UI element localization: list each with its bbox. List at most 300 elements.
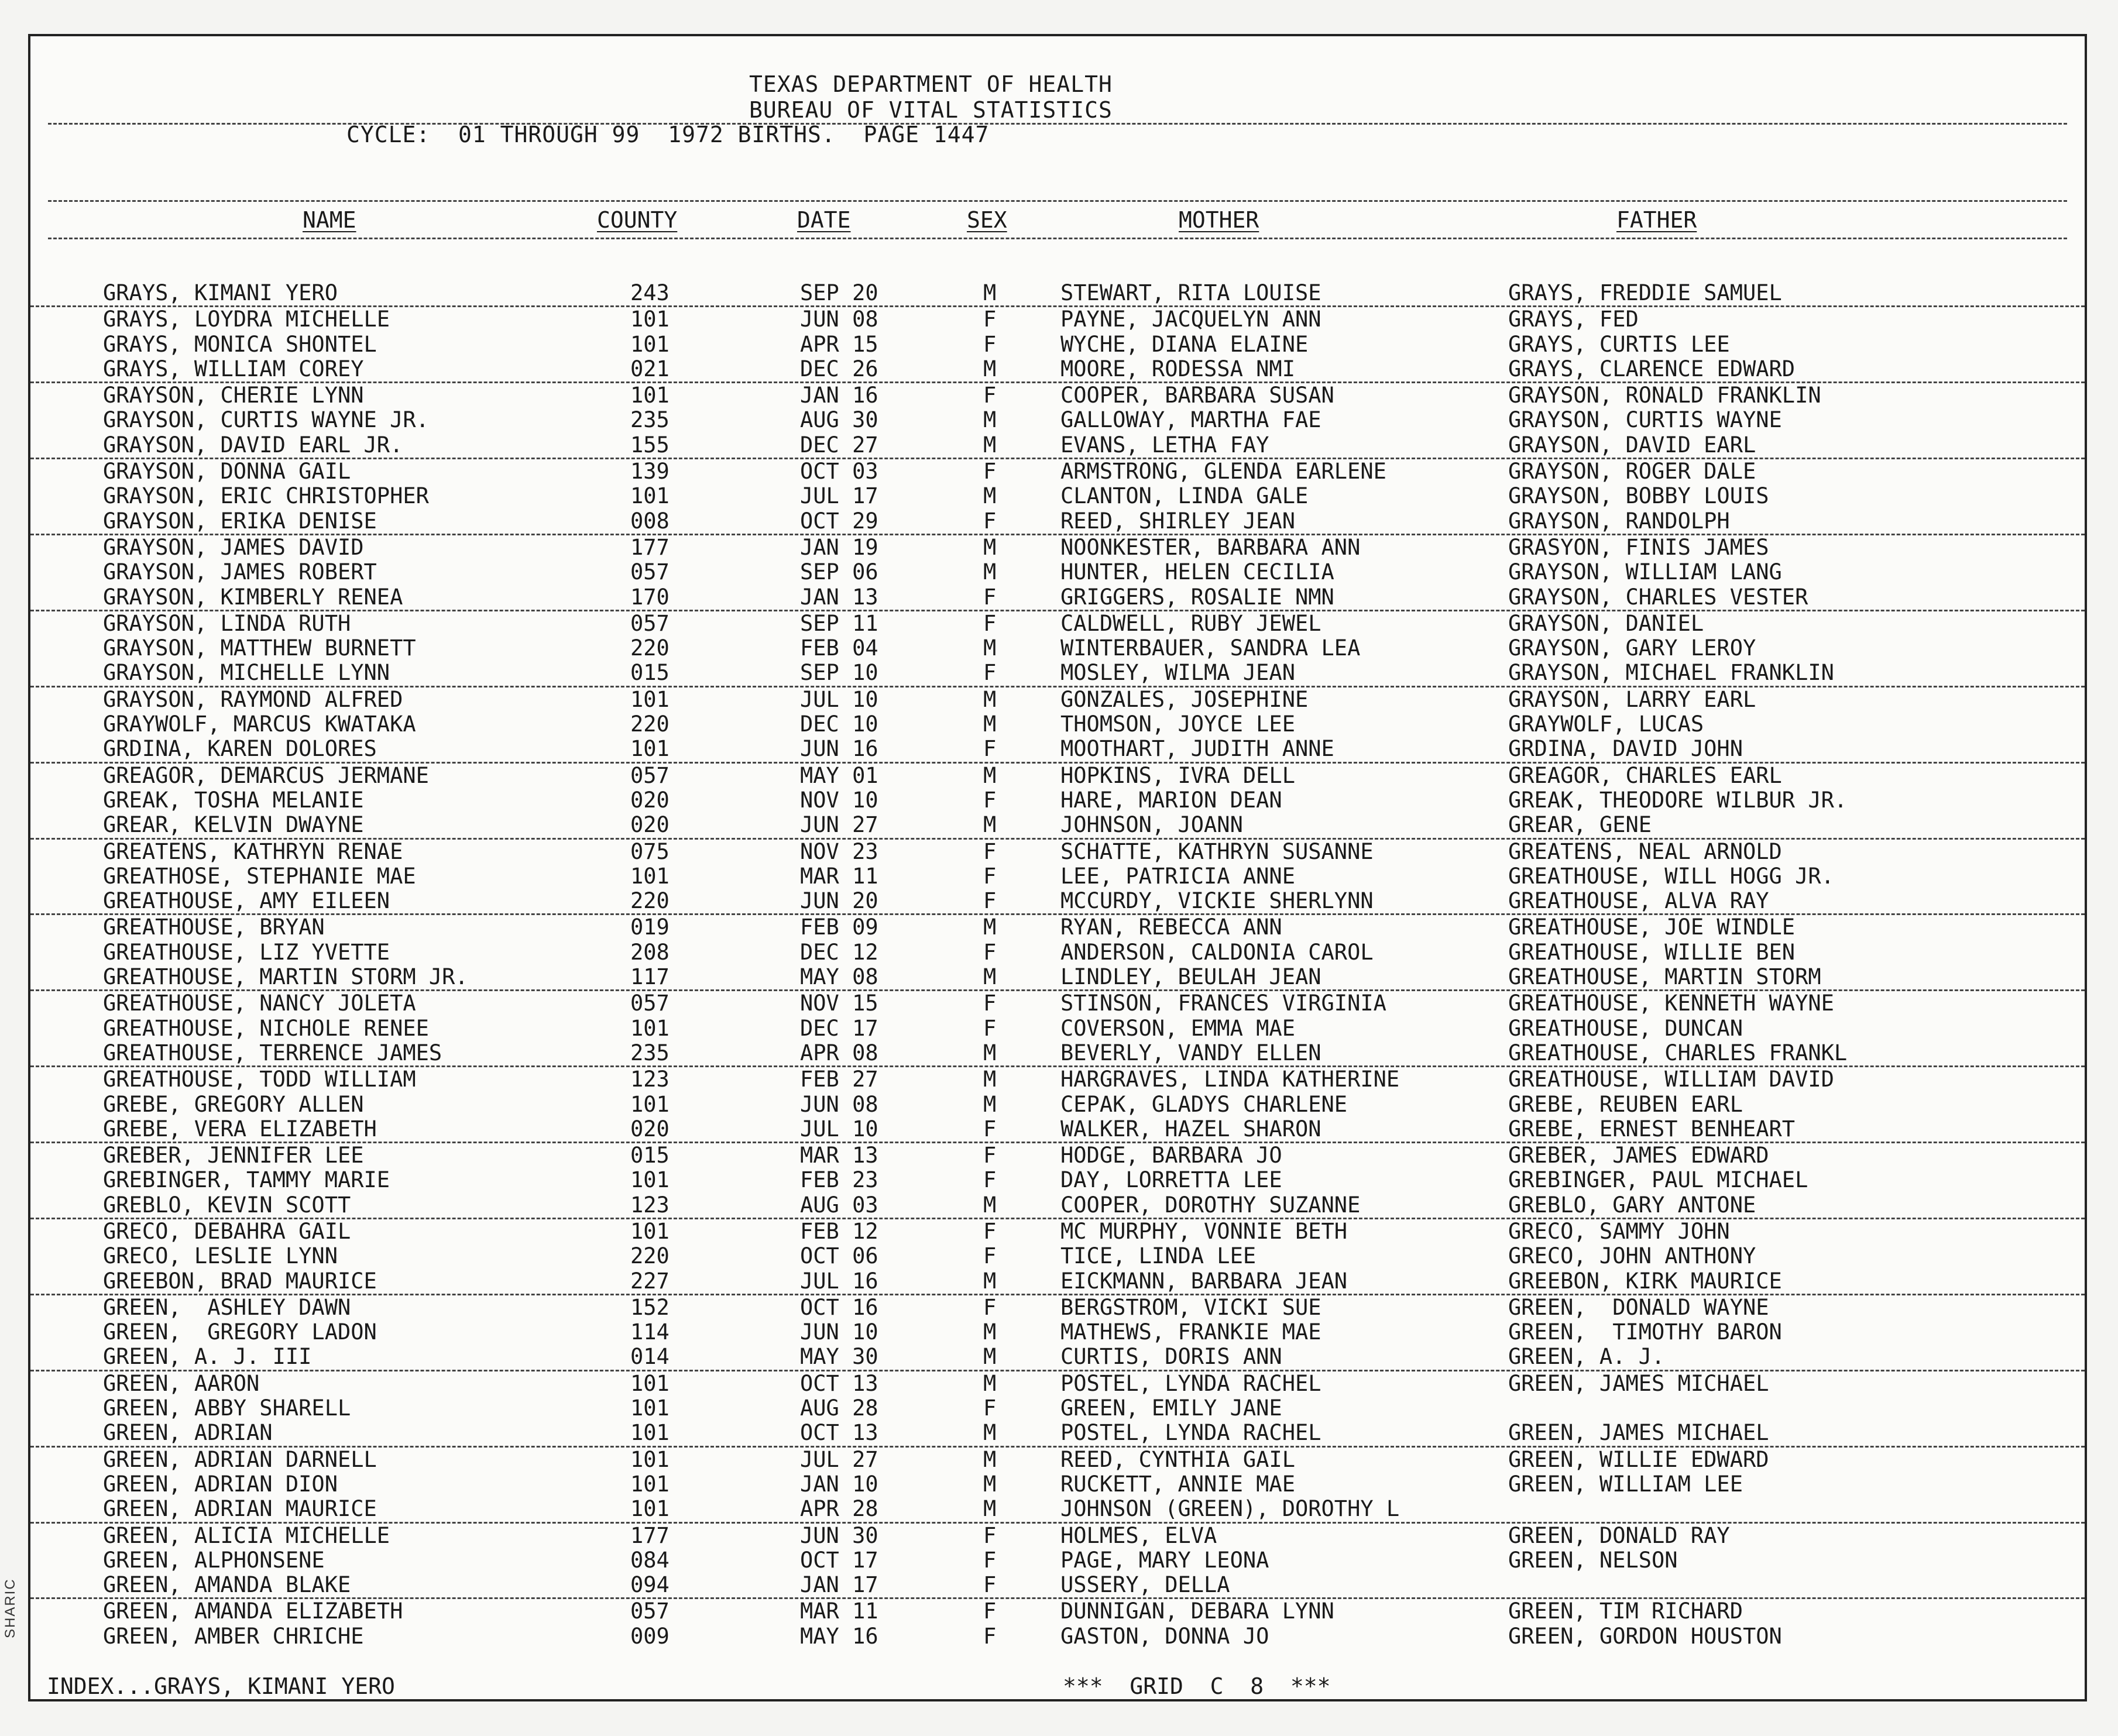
cell-county: 020 xyxy=(630,1116,670,1142)
cell-sex: M xyxy=(983,356,997,381)
table-row xyxy=(30,991,2085,1016)
cell-county: 220 xyxy=(630,1243,670,1269)
cell-father: GREATHOUSE, WILLIE BEN xyxy=(1508,939,1796,965)
cell-name: GRAYSON, KIMBERLY RENEA xyxy=(103,584,403,610)
cell-father: GRASYON, FINIS JAMES xyxy=(1508,534,1769,560)
cell-mother: TICE, LINDA LEE xyxy=(1060,1243,1257,1269)
cell-date: MAY 16 xyxy=(800,1623,878,1649)
table-row xyxy=(30,1624,2085,1649)
cell-name: GREATHOUSE, NANCY JOLETA xyxy=(103,991,416,1016)
cell-name: GRAYSON, LINDA RUTH xyxy=(103,610,351,636)
cell-date: JUN 08 xyxy=(800,307,878,332)
cell-county: 220 xyxy=(630,888,670,914)
cell-name: GREBLO, KEVIN SCOTT xyxy=(103,1192,351,1218)
cell-sex: F xyxy=(983,1167,997,1193)
table-row xyxy=(30,940,2085,965)
table-row xyxy=(30,1016,2085,1041)
cell-name: GRECO, DEBAHRA GAIL xyxy=(103,1218,351,1244)
cell-sex: M xyxy=(983,407,997,433)
cell-name: GREAR, KELVIN DWAYNE xyxy=(103,812,364,838)
cell-father: GREATHOUSE, ALVA RAY xyxy=(1508,888,1769,914)
cell-sex: M xyxy=(983,280,997,305)
cell-name: GRAYSON, JAMES DAVID xyxy=(103,534,364,560)
table-row xyxy=(30,1421,2085,1447)
cell-date: JUN 08 xyxy=(800,1091,878,1117)
cell-sex: M xyxy=(983,686,997,712)
cell-county: 057 xyxy=(630,991,670,1016)
cell-date: MAY 08 xyxy=(800,964,878,990)
cell-mother: HOLMES, ELVA xyxy=(1060,1522,1217,1548)
cell-sex: F xyxy=(983,1599,997,1624)
cell-name: GRAYS, MONICA SHONTEL xyxy=(103,331,377,357)
cell-name: GRAYSON, CHERIE LYNN xyxy=(103,383,364,408)
table-row xyxy=(30,1448,2085,1472)
table-row xyxy=(30,840,2085,864)
cell-county: 155 xyxy=(630,432,670,458)
table-row xyxy=(30,889,2085,915)
cell-father: GRAYS, FREDDIE SAMUEL xyxy=(1508,280,1782,305)
cell-sex: F xyxy=(983,991,997,1016)
cell-father: GRAYSON, RONALD FRANKLIN xyxy=(1508,383,1821,408)
cell-sex: F xyxy=(983,1294,997,1320)
cell-name: GREEN, GREGORY LADON xyxy=(103,1319,377,1345)
cell-name: GREATHOUSE, LIZ YVETTE xyxy=(103,939,390,965)
table-row xyxy=(30,459,2085,484)
cell-county: 101 xyxy=(630,1446,670,1472)
cell-date: JUL 16 xyxy=(800,1268,878,1294)
cell-mother: EVANS, LETHA FAY xyxy=(1060,432,1269,458)
cell-name: GREATHOUSE, TERRENCE JAMES xyxy=(103,1040,442,1065)
header-department: TEXAS DEPARTMENT OF HEALTH xyxy=(749,71,1113,97)
cell-sex: F xyxy=(983,331,997,357)
cell-county: 094 xyxy=(630,1572,670,1598)
table-row xyxy=(30,1244,2085,1269)
cell-date: SEP 10 xyxy=(800,660,878,686)
table-row xyxy=(30,1168,2085,1192)
cell-county: 101 xyxy=(630,1091,670,1117)
cell-county: 101 xyxy=(630,383,670,408)
cell-sex: F xyxy=(983,787,997,813)
table-row xyxy=(30,737,2085,763)
table-row xyxy=(30,1295,2085,1320)
table-row xyxy=(30,965,2085,991)
cell-sex: F xyxy=(983,610,997,636)
cell-date: SEP 20 xyxy=(800,280,878,305)
cell-date: OCT 13 xyxy=(800,1370,878,1396)
table-row xyxy=(30,1396,2085,1421)
table-row xyxy=(30,1041,2085,1067)
cell-mother: EICKMANN, BARBARA JEAN xyxy=(1060,1268,1348,1294)
cell-sex: F xyxy=(983,508,997,534)
cell-sex: M xyxy=(983,1344,997,1370)
cell-date: SEP 11 xyxy=(800,610,878,636)
cell-sex: F xyxy=(983,838,997,864)
cell-father: GREATHOUSE, CHARLES FRANKL xyxy=(1508,1040,1848,1065)
cell-name: GREEN, ALPHONSENE xyxy=(103,1547,325,1573)
cell-date: OCT 16 xyxy=(800,1294,878,1320)
cell-father: GREEN, JAMES MICHAEL xyxy=(1508,1370,1769,1396)
cell-date: AUG 30 xyxy=(800,407,878,433)
cell-mother: WYCHE, DIANA ELAINE xyxy=(1060,331,1309,357)
table-row xyxy=(30,915,2085,940)
cell-county: 057 xyxy=(630,762,670,788)
col-sex: SEX xyxy=(967,207,1007,233)
cell-date: OCT 29 xyxy=(800,508,878,534)
table-row xyxy=(30,1599,2085,1624)
col-name: NAME xyxy=(303,207,356,233)
cell-mother: SCHATTE, KATHRYN SUSANNE xyxy=(1060,838,1374,864)
cell-mother: CEPAK, GLADYS CHARLENE xyxy=(1060,1091,1348,1117)
cell-county: 021 xyxy=(630,356,670,381)
cell-name: GREATHOUSE, TODD WILLIAM xyxy=(103,1067,416,1092)
cell-county: 220 xyxy=(630,635,670,661)
cell-sex: M xyxy=(983,1192,997,1218)
cell-county: 101 xyxy=(630,1015,670,1041)
cell-sex: M xyxy=(983,1268,997,1294)
cell-name: GREBE, VERA ELIZABETH xyxy=(103,1116,377,1142)
cell-date: NOV 23 xyxy=(800,838,878,864)
cell-name: GRAYSON, MATTHEW BURNETT xyxy=(103,635,416,661)
cell-sex: M xyxy=(983,1496,997,1522)
cell-date: JAN 17 xyxy=(800,1572,878,1598)
cell-county: 208 xyxy=(630,939,670,965)
table-row xyxy=(30,1193,2085,1219)
cell-sex: M xyxy=(983,1040,997,1065)
table-row xyxy=(30,1472,2085,1497)
cell-sex: M xyxy=(983,915,997,940)
cell-sex: F xyxy=(983,736,997,762)
table-row xyxy=(30,433,2085,459)
cell-date: NOV 15 xyxy=(800,991,878,1016)
footer-grid: *** GRID C 8 *** xyxy=(1063,1673,1331,1699)
cell-name: GREEN, ADRIAN xyxy=(103,1420,273,1446)
cell-mother: MC MURPHY, VONNIE BETH xyxy=(1060,1218,1348,1244)
table-row xyxy=(30,509,2085,535)
table-row xyxy=(30,383,2085,408)
cell-mother: LEE, PATRICIA ANNE xyxy=(1060,863,1295,889)
cell-father: GREEN, WILLIE EDWARD xyxy=(1508,1446,1769,1472)
table-row xyxy=(30,611,2085,636)
table-row xyxy=(30,1345,2085,1371)
cell-county: 101 xyxy=(630,1420,670,1446)
cell-father: GREEN, A. J. xyxy=(1508,1344,1665,1370)
table-row xyxy=(30,332,2085,357)
cell-mother: ARMSTRONG, GLENDA EARLENE xyxy=(1060,459,1386,484)
table-row xyxy=(30,788,2085,813)
cell-mother: USSERY, DELLA xyxy=(1060,1572,1230,1598)
cell-name: GREEN, ASHLEY DAWN xyxy=(103,1294,351,1320)
col-county: COUNTY xyxy=(597,207,678,233)
cell-mother: MOORE, RODESSA NMI xyxy=(1060,356,1295,381)
cell-name: GREATHOUSE, NICHOLE RENEE xyxy=(103,1015,429,1041)
cell-sex: F xyxy=(983,1015,997,1041)
cell-county: 117 xyxy=(630,964,670,990)
table-row xyxy=(30,687,2085,712)
cell-date: FEB 23 xyxy=(800,1167,878,1193)
cell-sex: M xyxy=(983,1067,997,1092)
cell-name: GREEN, ALICIA MICHELLE xyxy=(103,1522,390,1548)
cell-date: JUL 10 xyxy=(800,1116,878,1142)
cell-county: 101 xyxy=(630,736,670,762)
cell-father: GREEN, NELSON xyxy=(1508,1547,1678,1573)
cell-name: GRAYSON, DAVID EARL JR. xyxy=(103,432,403,458)
cell-mother: THOMSON, JOYCE LEE xyxy=(1060,711,1295,737)
table-row xyxy=(30,764,2085,788)
cell-sex: M xyxy=(983,635,997,661)
cell-county: 114 xyxy=(630,1319,670,1345)
cell-name: GREATHOUSE, BRYAN xyxy=(103,915,325,940)
cell-county: 008 xyxy=(630,508,670,534)
cell-date: DEC 12 xyxy=(800,939,878,965)
cell-mother: POSTEL, LYNDA RACHEL xyxy=(1060,1420,1321,1446)
column-divider-bottom xyxy=(48,238,2067,239)
cell-mother: JOHNSON (GREEN), DOROTHY L xyxy=(1060,1496,1400,1522)
cell-date: FEB 09 xyxy=(800,915,878,940)
cell-date: APR 15 xyxy=(800,331,878,357)
table-row xyxy=(30,357,2085,383)
cell-sex: M xyxy=(983,534,997,560)
cell-sex: F xyxy=(983,1623,997,1649)
cell-mother: CLANTON, LINDA GALE xyxy=(1060,483,1309,509)
table-row xyxy=(30,1524,2085,1548)
side-label: SHARIC xyxy=(2,1578,18,1638)
cell-date: FEB 04 xyxy=(800,635,878,661)
cell-mother: BERGSTROM, VICKI SUE xyxy=(1060,1294,1321,1320)
table-row xyxy=(30,1067,2085,1092)
cell-father: GREAK, THEODORE WILBUR JR. xyxy=(1508,787,1848,813)
cell-sex: F xyxy=(983,1116,997,1142)
header-cycle: CYCLE: 01 THROUGH 99 1972 BIRTHS. PAGE 1447 xyxy=(346,122,990,147)
cell-county: 020 xyxy=(630,812,670,838)
cell-mother: PAYNE, JACQUELYN ANN xyxy=(1060,307,1321,332)
cell-father: GREATHOUSE, KENNETH WAYNE xyxy=(1508,991,1834,1016)
cell-name: GRAYSON, ERIKA DENISE xyxy=(103,508,377,534)
table-row xyxy=(30,661,2085,687)
cell-name: GREEN, ADRIAN DION xyxy=(103,1471,338,1497)
cell-name: GREEN, ABBY SHARELL xyxy=(103,1395,351,1421)
cell-name: GRAYSON, MICHELLE LYNN xyxy=(103,660,390,686)
cell-date: MAR 11 xyxy=(800,863,878,889)
cell-sex: F xyxy=(983,383,997,408)
cell-father: GREATHOUSE, DUNCAN xyxy=(1508,1015,1743,1041)
cell-name: GREEN, AARON xyxy=(103,1370,260,1396)
cell-county: 235 xyxy=(630,1040,670,1065)
cell-mother: POSTEL, LYNDA RACHEL xyxy=(1060,1370,1321,1396)
cell-sex: M xyxy=(983,1319,997,1345)
cell-county: 057 xyxy=(630,610,670,636)
cell-father: GRAYSON, LARRY EARL xyxy=(1508,686,1756,712)
cell-county: 123 xyxy=(630,1192,670,1218)
cell-sex: M xyxy=(983,559,997,585)
table-row xyxy=(30,408,2085,432)
cell-father: GRAYSON, MICHAEL FRANKLIN xyxy=(1508,660,1834,686)
cell-date: JAN 13 xyxy=(800,584,878,610)
cell-mother: MATHEWS, FRANKIE MAE xyxy=(1060,1319,1321,1345)
cell-date: DEC 10 xyxy=(800,711,878,737)
cell-father: GRAYSON, CURTIS WAYNE xyxy=(1508,407,1782,433)
cell-name: GRAYSON, ERIC CHRISTOPHER xyxy=(103,483,429,509)
cell-sex: M xyxy=(983,812,997,838)
cell-name: GREBE, GREGORY ALLEN xyxy=(103,1091,364,1117)
cell-mother: CALDWELL, RUBY JEWEL xyxy=(1060,610,1321,636)
cell-name: GREEBON, BRAD MAURICE xyxy=(103,1268,377,1294)
cell-county: 227 xyxy=(630,1268,670,1294)
cell-father: GREBER, JAMES EDWARD xyxy=(1508,1143,1769,1168)
table-row xyxy=(30,1573,2085,1599)
cell-father: GREEN, TIM RICHARD xyxy=(1508,1599,1743,1624)
cell-name: GREEN, ADRIAN MAURICE xyxy=(103,1496,377,1522)
cell-name: GRAYS, KIMANI YERO xyxy=(103,280,338,305)
cell-father: GREEN, JAMES MICHAEL xyxy=(1508,1420,1769,1446)
cell-mother: GALLOWAY, MARTHA FAE xyxy=(1060,407,1321,433)
cell-mother: GRIGGERS, ROSALIE NMN xyxy=(1060,584,1334,610)
column-divider-top xyxy=(48,200,2067,202)
cell-date: AUG 28 xyxy=(800,1395,878,1421)
table-row xyxy=(30,484,2085,508)
cell-county: 235 xyxy=(630,407,670,433)
document-sheet xyxy=(28,34,2087,1701)
cell-mother: GASTON, DONNA JO xyxy=(1060,1623,1269,1649)
cell-mother: CURTIS, DORIS ANN xyxy=(1060,1344,1282,1370)
cell-father: GRECO, SAMMY JOHN xyxy=(1508,1218,1730,1244)
cell-sex: F xyxy=(983,1522,997,1548)
cell-sex: F xyxy=(983,888,997,914)
cell-sex: F xyxy=(983,1547,997,1573)
cell-father: GREATHOUSE, MARTIN STORM xyxy=(1508,964,1821,990)
cell-father: GRECO, JOHN ANTHONY xyxy=(1508,1243,1756,1269)
cell-name: GREEN, AMANDA ELIZABETH xyxy=(103,1599,403,1624)
cell-father: GRAYSON, CHARLES VESTER xyxy=(1508,584,1808,610)
cell-date: OCT 17 xyxy=(800,1547,878,1573)
table-row xyxy=(30,1320,2085,1345)
cell-county: 101 xyxy=(630,686,670,712)
cell-father: GREATHOUSE, JOE WINDLE xyxy=(1508,915,1796,940)
cell-county: 015 xyxy=(630,1143,670,1168)
header-bureau: BUREAU OF VITAL STATISTICS xyxy=(749,97,1113,123)
cell-sex: F xyxy=(983,660,997,686)
cell-sex: F xyxy=(983,459,997,484)
cell-mother: STEWART, RITA LOUISE xyxy=(1060,280,1321,305)
col-date: DATE xyxy=(797,207,851,233)
cell-mother: GREEN, EMILY JANE xyxy=(1060,1395,1282,1421)
cell-county: 101 xyxy=(630,1218,670,1244)
cell-county: 123 xyxy=(630,1067,670,1092)
cell-father: GREATHOUSE, WILL HOGG JR. xyxy=(1508,863,1834,889)
cell-sex: M xyxy=(983,711,997,737)
cell-date: JUN 27 xyxy=(800,812,878,838)
cell-father: GREAGOR, CHARLES EARL xyxy=(1508,762,1782,788)
cell-name: GREEN, AMANDA BLAKE xyxy=(103,1572,351,1598)
cell-county: 101 xyxy=(630,483,670,509)
cell-county: 101 xyxy=(630,1395,670,1421)
cell-mother: PAGE, MARY LEONA xyxy=(1060,1547,1269,1573)
cell-date: JAN 16 xyxy=(800,383,878,408)
cell-date: DEC 17 xyxy=(800,1015,878,1041)
cell-name: GREAK, TOSHA MELANIE xyxy=(103,787,364,813)
cell-name: GREEN, A. J. III xyxy=(103,1344,312,1370)
cell-date: JUN 16 xyxy=(800,736,878,762)
table-row xyxy=(30,864,2085,889)
cell-father: GRAYSON, DAVID EARL xyxy=(1508,432,1756,458)
col-mother: MOTHER xyxy=(1179,207,1259,233)
cell-mother: RUCKETT, ANNIE MAE xyxy=(1060,1471,1295,1497)
cell-mother: WINTERBAUER, SANDRA LEA xyxy=(1060,635,1361,661)
cell-sex: F xyxy=(983,1143,997,1168)
cell-father: GRAYS, CLARENCE EDWARD xyxy=(1508,356,1796,381)
cell-name: GRECO, LESLIE LYNN xyxy=(103,1243,338,1269)
cell-father: GRAYWOLF, LUCAS xyxy=(1508,711,1704,737)
cell-mother: MOSLEY, WILMA JEAN xyxy=(1060,660,1295,686)
table-row xyxy=(30,585,2085,611)
cell-date: JUN 30 xyxy=(800,1522,878,1548)
cell-name: GREATHOSE, STEPHANIE MAE xyxy=(103,863,416,889)
cell-sex: M xyxy=(983,432,997,458)
cell-mother: BEVERLY, VANDY ELLEN xyxy=(1060,1040,1321,1065)
cell-name: GRAYWOLF, MARCUS KWATAKA xyxy=(103,711,416,737)
table-row xyxy=(30,1219,2085,1244)
cell-mother: DAY, LORRETTA LEE xyxy=(1060,1167,1282,1193)
cell-county: 015 xyxy=(630,660,670,686)
cell-sex: F xyxy=(983,863,997,889)
cell-county: 057 xyxy=(630,559,670,585)
cell-name: GRAYSON, JAMES ROBERT xyxy=(103,559,377,585)
cell-mother: REED, CYNTHIA GAIL xyxy=(1060,1446,1295,1472)
cell-father: GRAYSON, BOBBY LOUIS xyxy=(1508,483,1769,509)
cell-date: SEP 06 xyxy=(800,559,878,585)
cell-father: GREAR, GENE xyxy=(1508,812,1652,838)
cell-sex: M xyxy=(983,483,997,509)
cell-date: DEC 26 xyxy=(800,356,878,381)
cell-date: AUG 03 xyxy=(800,1192,878,1218)
cell-father: GRAYS, CURTIS LEE xyxy=(1508,331,1730,357)
cell-county: 243 xyxy=(630,280,670,305)
cell-county: 101 xyxy=(630,307,670,332)
cell-sex: F xyxy=(983,1243,997,1269)
column-headers xyxy=(30,207,2085,233)
table-row xyxy=(30,1371,2085,1396)
cell-father: GREBLO, GARY ANTONE xyxy=(1508,1192,1756,1218)
cell-date: JUL 17 xyxy=(800,483,878,509)
cell-mother: NOONKESTER, BARBARA ANN xyxy=(1060,534,1361,560)
cell-county: 084 xyxy=(630,1547,670,1573)
cell-sex: F xyxy=(983,1218,997,1244)
cell-father: GRAYSON, WILLIAM LANG xyxy=(1508,559,1782,585)
cell-father: GREEN, GORDON HOUSTON xyxy=(1508,1623,1782,1649)
cell-date: APR 28 xyxy=(800,1496,878,1522)
table-row xyxy=(30,1117,2085,1143)
table-row xyxy=(30,281,2085,307)
cell-mother: HODGE, BARBARA JO xyxy=(1060,1143,1282,1168)
cell-county: 152 xyxy=(630,1294,670,1320)
cell-name: GREBER, JENNIFER LEE xyxy=(103,1143,364,1168)
cell-father: GREBE, REUBEN EARL xyxy=(1508,1091,1743,1117)
cell-mother: MCCURDY, VICKIE SHERLYNN xyxy=(1060,888,1374,914)
cell-sex: M xyxy=(983,1091,997,1117)
cell-mother: RYAN, REBECCA ANN xyxy=(1060,915,1282,940)
cell-name: GRAYSON, CURTIS WAYNE JR. xyxy=(103,407,429,433)
cell-father: GREEN, DONALD RAY xyxy=(1508,1522,1730,1548)
cell-father: GRAYSON, RANDOLPH xyxy=(1508,508,1730,534)
cell-mother: STINSON, FRANCES VIRGINIA xyxy=(1060,991,1386,1016)
table-row xyxy=(30,712,2085,737)
cell-county: 101 xyxy=(630,1370,670,1396)
birth-records-table xyxy=(30,281,2085,1649)
cell-sex: F xyxy=(983,307,997,332)
cell-sex: F xyxy=(983,1572,997,1598)
cell-father: GREEBON, KIRK MAURICE xyxy=(1508,1268,1782,1294)
cell-father: GREATHOUSE, WILLIAM DAVID xyxy=(1508,1067,1834,1092)
cell-county: 101 xyxy=(630,863,670,889)
